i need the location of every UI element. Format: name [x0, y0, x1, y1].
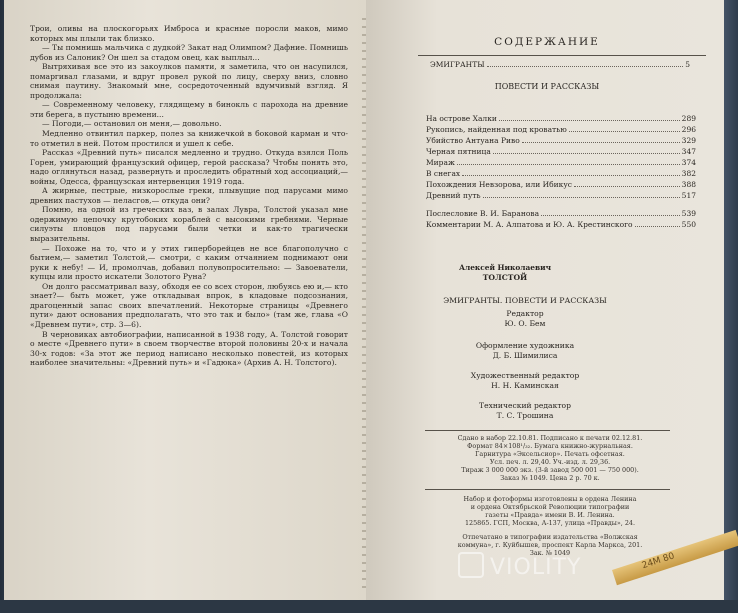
printer-line: Набор и фотоформы изготовлены в ордена Ленина	[463, 495, 637, 503]
toc-leader	[493, 146, 680, 154]
paragraph: — Похоже на то, что и у этих гиперборейцев не все благополучно с бытием,— заметил Толстой,— смотри, с каким отчаянием поднимают они руки к небу! — И, промолчав, добавил полувопросительно: — Завоеватели, купцы или просто искатели Золотого Руна?	[30, 243, 348, 282]
violity-logo-icon	[458, 552, 484, 578]
toc-entry-page: 296	[681, 125, 696, 134]
spec-line: Сдано в набор 22.10.81. Подписано к печати 02.12.81.	[457, 434, 643, 442]
divider	[418, 55, 706, 56]
toc-entry	[426, 113, 696, 124]
toc-entry	[426, 135, 696, 146]
art-editor-name: Н. Н. Каминская	[491, 381, 559, 390]
toc-entry	[426, 190, 696, 201]
toc-entry	[426, 124, 696, 135]
tech-editor-name: Т. С. Трошина	[496, 411, 554, 420]
toc-entry-page: 539	[681, 209, 696, 218]
printer-line: газеты «Правда» имени В. И. Ленина.	[485, 511, 615, 520]
toc-leader	[635, 219, 680, 227]
toc-leader	[541, 208, 680, 216]
toc-leader	[569, 124, 680, 132]
toc-entry-title: Убийство Антуана Риво	[426, 136, 520, 145]
printer-line: Отпечатано в типографии издательства «Волжская	[462, 533, 638, 541]
toc-entry	[426, 146, 696, 157]
toc-leader	[574, 179, 680, 187]
book-title: ЭМИГРАНТЫ. ПОВЕСТИ И РАССКАЗЫ	[443, 296, 607, 305]
toc-leader	[499, 113, 680, 121]
spec-line: Гарнитура «Эксельсиор». Печать офсетная.	[475, 450, 625, 459]
toc-entry-title: Похождения Невзорова, или Ибикус	[426, 180, 572, 189]
spec-line: Формат 84×108¹/₃₂. Бумага книжно-журнальная.	[467, 442, 633, 451]
pencil-text: 24M 80	[640, 551, 676, 572]
table-edge	[0, 600, 738, 613]
toc-entry-page: 289	[681, 114, 696, 123]
toc-entry-title: Комментарии М. А. Алпатова и Ю. А. Крестинского	[426, 220, 633, 229]
paragraph: Помню, на одной из греческих ваз, в залах Лувра, Толстой указал мне одержимую цепочку крутобоких кораблей с высокими гребнями. Черные силуэты пловцов под парусами были четки и как-то трагически выразительны.	[30, 205, 348, 244]
paragraph: — Современному человеку, глядящему в бинокль с парохода на древние эти берега, в пустыню времени...	[30, 100, 348, 119]
toc-entry-title: ЭМИГРАНТЫ	[430, 60, 485, 69]
printer-line: и ордена Октябрьской Революции типографии	[470, 503, 630, 512]
toc-entry	[426, 168, 696, 179]
contents-title: СОДЕРЖАНИЕ	[494, 36, 600, 48]
left-page-text	[30, 24, 348, 368]
toc-entry-page: 5	[685, 60, 690, 69]
toc-entry-page: 347	[681, 147, 696, 156]
toc-entry-title: Черная пятница	[426, 147, 491, 156]
paragraph: Вытряхивая все это из закоулков памяти, я заметила, что он насупился, помаргивал глазами, и вдруг провел рукой по лицу, сверху вниз, словно снимая паутину. Знакомый мне, сосредоточенный вдумчивый взгляд. Я продолжала:	[30, 62, 348, 100]
toc-leader	[522, 135, 680, 143]
toc-entry-page: 382	[681, 169, 696, 178]
paragraph: В черновиках автобиографии, написанной в 1938 году, А. Толстой говорит о месте «Древнего пути» в своем творчестве второй половины 20-х и начала 30-х годов: «За этот же период написано несколько повестей, из которых наиболее значительны: «Древний путь» и «Гадюка» (Архив А. Н. Толстого).	[30, 329, 348, 368]
toc-entry	[426, 208, 696, 219]
author-name: Алексей Николаевич	[459, 263, 551, 272]
designer-name: Д. Б. Шимилиса	[492, 351, 558, 360]
toc-leader	[487, 59, 684, 67]
toc-leader	[483, 190, 680, 198]
toc-entry	[430, 59, 690, 70]
toc-entry-page: 329	[681, 136, 696, 145]
printer-line: 125865. ГСП, Москва, А-137, улица «Правды», 24.	[464, 519, 636, 528]
toc-entry-title: Древний путь	[426, 191, 481, 200]
printer-info	[420, 495, 680, 527]
author-surname: ТОЛСТОЙ	[482, 273, 528, 282]
toc-leader	[457, 157, 680, 165]
watermark	[458, 552, 581, 580]
paragraph: Медленно отвинтил паркер, полез за книжечкой в боковой карман и что-то отметил в ней. Потом простился и ушел к себе.	[30, 129, 348, 148]
paragraph: Рассказ «Древний путь» писался медленно и трудно. Откуда взялся Поль Горен, умирающий французский офицер, герой рассказа? Чтобы понять это, надо оглянуться назад, развернуть и проследить обратный ход ассоциаций,— войны, Одесса, французская интервенция 1919 года.	[30, 148, 348, 186]
toc-entry-page: 550	[681, 220, 696, 229]
paragraph: — Ты помнишь мальчика с дудкой? Закат над Олимпом? Дафние. Помнишь дубов из Салоник? Он шел за стадом овец, как выплыл...	[30, 43, 348, 62]
editor-name: Ю. О. Бем	[504, 319, 546, 328]
toc-entry-title: На острове Халки	[426, 114, 497, 123]
divider	[425, 430, 670, 431]
toc-entry-title: Рукопись, найденная под кроватью	[426, 125, 567, 134]
divider	[425, 489, 670, 490]
paragraph: А жирные, пестрые, низкорослые греки, плывущие под парусами мимо древних пастухов — пеласгов,— откуда они?	[30, 186, 348, 205]
toc-entry-title: Послесловие В. И. Баранова	[426, 209, 540, 218]
toc-entry-page: 517	[681, 191, 696, 200]
paragraph: Трои, оливы на плоскогорьях Имброса и красные поросли маков, мимо которых мы плыли так близко.	[30, 24, 348, 43]
toc-leader	[462, 168, 680, 176]
spec-line: Заказ № 1049. Цена 2 р. 70 к.	[500, 474, 600, 483]
toc-entry	[426, 219, 696, 230]
spec-line: Усл. печ. л. 29,40. Уч.-изд. л. 29,36.	[489, 458, 611, 467]
paragraph: Он долго рассматривал вазу, обходя ее со всех сторон, любуясь ею и,— кто знает?— быть может, уже откладывая впрок, в кладовые подсознания, драгоценный запас своих впечатлений. Некоторые страницы «Древнего пути» дают основания предполагать, что это так и было» (там же, глава «О «Древнем пути», стр. 3—6).	[30, 281, 348, 329]
editor-label: Редактор	[506, 309, 544, 318]
printer-line: Зак. № 1049	[529, 549, 571, 558]
print-specs	[420, 434, 680, 483]
toc-entry	[426, 157, 696, 168]
toc-entry	[426, 179, 696, 190]
watermark-text: VIOLITY	[490, 555, 582, 580]
designer-label: Оформление художника	[475, 341, 575, 350]
spec-line: Тираж 3 000 000 экз. (3-й завод 500 001 — 750 000).	[461, 466, 639, 475]
paragraph: — Погоди,— остановил он меня,— довольно.	[42, 119, 222, 129]
tech-editor-label: Технический редактор	[479, 401, 571, 410]
printer-line: коммуна», г. Куйбышев, проспект Карла Маркса, 201.	[457, 541, 643, 550]
left-page	[4, 0, 367, 600]
toc-entry-page: 374	[681, 158, 696, 167]
art-editor-label: Художественный редактор	[470, 371, 580, 380]
toc-entry-title: В снегах	[426, 169, 461, 178]
section-heading: ПОВЕСТИ И РАССКАЗЫ	[494, 82, 600, 91]
toc-entry-title: Мираж	[426, 158, 455, 167]
toc-entry-page: 388	[681, 180, 696, 189]
